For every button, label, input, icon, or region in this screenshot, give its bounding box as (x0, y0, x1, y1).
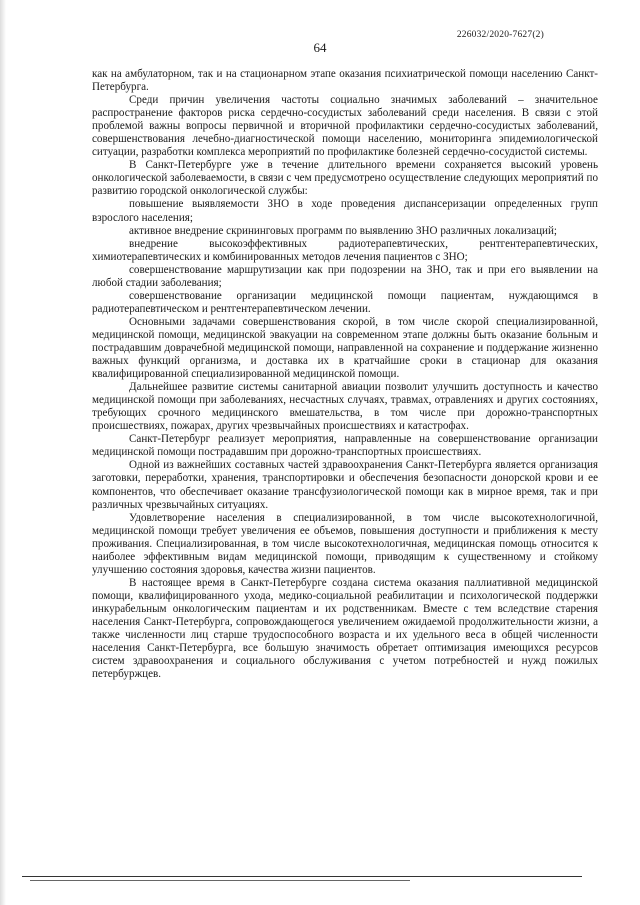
paragraph: Среди причин увеличения частоты социально значимых заболеваний – значительное распространение факторов риска сердечно-сосудистых заболеваний среди населения. В связи с этой проблемой важны вопросы первичной и вторичной профилактики сердечно-сосудистых заболеваний, совершенствования лечебно-диагностической помощи населению, мониторинга эпидемиологической ситуации, разработки комплекса мероприятий по профилактике болезней сердечно-сосудистой системы. (92, 94, 598, 159)
scan-artifact-line (30, 880, 410, 881)
paragraph: В настоящее время в Санкт-Петербурге создана система оказания паллиативной медицинской помощи, квалифицированного ухода, медико-социальной реабилитации и психологической поддержки инкурабельным онкологическим пациентам и их родственникам. Вместе с тем вследствие старения населения Санкт-Петербурга, сопровождающегося увеличением ожидаемой продолжительности жизни, а также численности лиц старше трудоспособного возраста и их удельного веса в общей численности населения Санкт-Петербурга, все большую значимость обретает оптимизация имеющихся ресурсов систем здравоохранения и социального обслуживания с учетом потребностей и нужд пожилых петербуржцев. (92, 576, 598, 681)
list-item: внедрение высокоэффективных радиотерапевтических, рентгентерапевтических, химиотерапевтических и комбинированных методов лечения пациентов с ЗНО; (92, 237, 598, 263)
list-item: совершенствование организации медицинской помощи пациентам, нуждающимся в радиотерапевтическом и рентгентерапевтическом лечении. (92, 289, 598, 315)
paragraph: как на амбулаторном, так и на стационарном этапе оказания психиатрической помощи населению Санкт-Петербурга. (92, 68, 598, 94)
paragraph: Основными задачами совершенствования скорой, в том числе скорой специализированной, медицинской помощи, медицинской эвакуации на современном этапе должны быть оказание больным и пострадавшим доврачебной медицинской помощи, направленной на сохранение и поддержание жизненно важных функций организма, и доставка их в кратчайшие сроки в стационар для оказания квалифицированной специализированной медицинской помощи. (92, 315, 598, 381)
list-item: повышение выявляемости ЗНО в ходе проведения диспансеризации определенных групп взрослого населения; (92, 198, 598, 224)
paragraph: Удовлетворение населения в специализированной, в том числе высокотехнологичной, медицинской помощи требует увеличения ее объемов, повышения доступности и приближения к месту проживания. Специализированная, в том числе высокотехнологичная, медицинская помощь относится к наиболее эффективным видам медицинской помощи, приводящим к существенному и стойкому улучшению состояния здоровья, качества жизни пациентов. (92, 511, 598, 576)
scan-edge-shadow (0, 0, 6, 905)
list-item: активное внедрение скрининговых программ по выявлению ЗНО различных локализаций; (129, 224, 557, 237)
scan-artifact-line (22, 876, 582, 877)
paragraph: Дальнейшее развитие системы санитарной авиации позволит улучшить доступность и качество медицинской помощи при заболеваниях, несчастных случаях, травмах, отравлениях и других состояниях, требующих срочного медицинского вмешательства, в том числе при дорожно-транспортных происшествиях, пожарах, других чрезвычайных происшествиях и катастрофах. (92, 381, 598, 433)
paragraph: В Санкт-Петербурге уже в течение длительного времени сохраняется высокий уровень онкологической заболеваемости, в связи с чем предусмотрено осуществление следующих мероприятий по развитию городской онкологической службы: (92, 159, 598, 198)
page-number: 64 (313, 40, 327, 55)
paragraph: Одной из важнейших составных частей здравоохранения Санкт-Петербурга является организация заготовки, переработки, хранения, транспортировки и обеспечения безопасности донорской крови и ее компонентов, что обеспечивает оказание трансфузиологической помощи как в мирное время, так и при различных чрезвычайных ситуациях. (92, 459, 598, 511)
paragraph: Санкт-Петербург реализует мероприятия, направленные на совершенствование организации медицинской помощи пострадавшим при дорожно-транспортных происшествиях. (92, 433, 598, 459)
list-item: совершенствование маршрутизации как при подозрении на ЗНО, так и при его выявлении на любой стадии заболевания; (92, 263, 598, 289)
document-id: 226032/2020-7627(2) (456, 30, 544, 40)
body-text (92, 68, 598, 681)
